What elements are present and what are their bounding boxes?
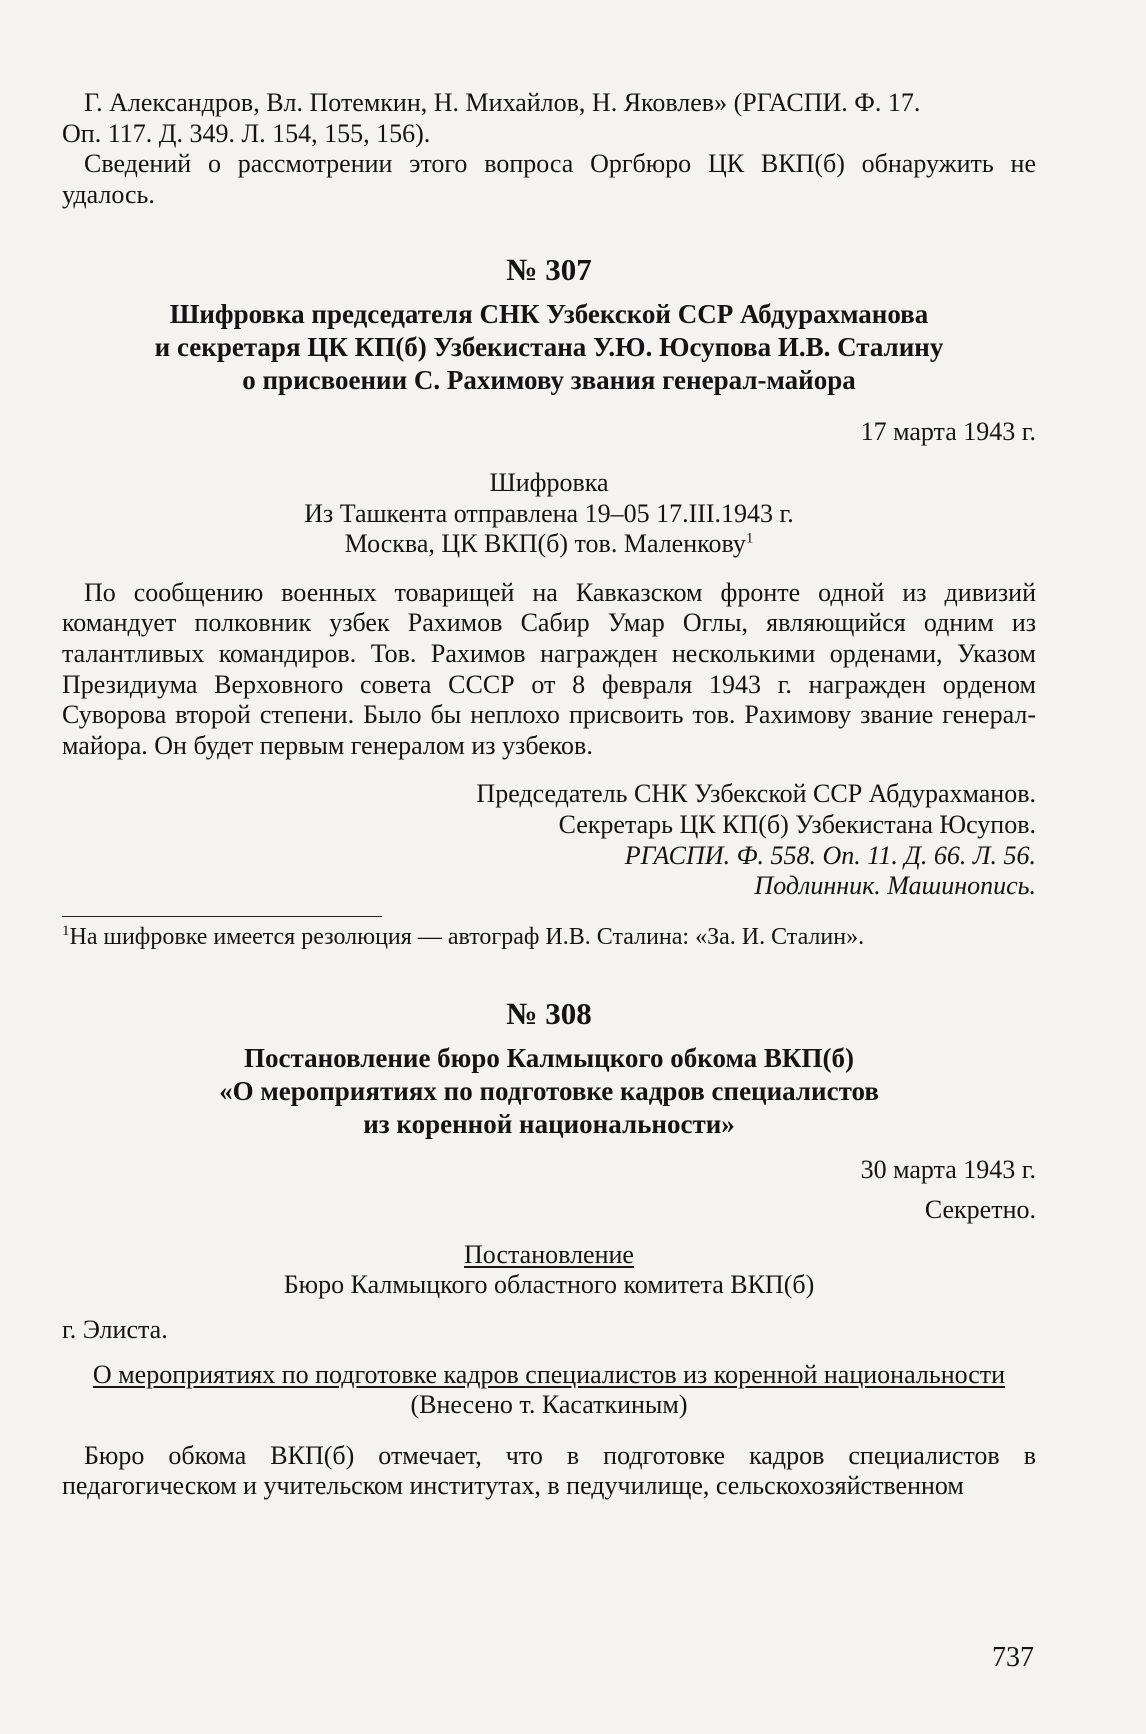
- doc307-original-note: Подлинник. Машинопись.: [754, 871, 1036, 901]
- doc307-title-line-2: и секретаря ЦК КП(б) Узбекистана У.Ю. Юсупова И.В. Сталину: [154, 332, 944, 363]
- doc308-introduced-by: (Внесено т. Касаткиным): [410, 1390, 688, 1420]
- doc308-title-line-3: из коренной национальности»: [363, 1108, 735, 1139]
- doc307-title-line-3: о присвоении С. Рахимову звания генерал-майора: [242, 365, 856, 396]
- doc308-subject-text: О мероприятиях по подготовке кадров специалистов из коренной национальности: [92, 1359, 1006, 1389]
- doc308-body: Бюро обкома ВКП(б) отмечает, что в подготовке кадров специалистов в педагогическом и учительском институтах, в педучилище, сельскохозяйственном: [62, 1440, 1036, 1501]
- doc308-subject: [62, 1360, 1036, 1391]
- doc307-signature-2: Секретарь ЦК КП(б) Узбекистана Юсупов.: [558, 809, 1036, 839]
- footnote-divider: [62, 916, 382, 917]
- doc307-number: № 307: [506, 252, 592, 288]
- page-content: [62, 88, 1036, 1502]
- doc307-body: По сообщению военных товарищей на Кавказском фронте одной из дивизий командует полковник узбек Рахимов Сабир Умар Оглы, являющийся одним из талантливых командиров. Тов. Рахимов награжден несколькими орденами, Указом Президиума Верховного совета СССР от 8 февраля 1943 г. награжден орденом Суворова второй степени. Было бы неплохо присвоить тов. Рахимову звание генерал-майора. Он будет первым генералом из узбеков.: [62, 577, 1036, 760]
- doc307-addressee: [62, 529, 1036, 560]
- doc307-date: 17 марта 1943 г.: [860, 417, 1036, 447]
- doc307-archive-reference: РГАСПИ. Ф. 558. Оп. 11. Д. 66. Л. 56.: [624, 840, 1036, 870]
- footnote-ref-1: 1: [745, 530, 754, 547]
- intro-paragraph: Сведений о рассмотрении этого вопроса Оргбюро ЦК ВКП(б) обнаружить не удалось.: [62, 149, 1036, 209]
- doc307-sent-from: Из Ташкента отправлена 19–05 17.III.1943 г.: [304, 498, 794, 528]
- doc308-city: г. Элиста.: [62, 1315, 168, 1345]
- doc307-title-line-1: Шифровка председателя СНК Узбекской ССР Абдурахманова: [169, 299, 929, 330]
- doc308-bureau: Бюро Калмыцкого областного комитета ВКП(б): [283, 1270, 815, 1300]
- doc308-date: 30 марта 1943 г.: [860, 1154, 1036, 1184]
- doc308-heading: [62, 1240, 1036, 1271]
- intro-line-1: Г. Александров, Вл. Потемкин, Н. Михайлов, Н. Яковлев» (РГАСПИ. Ф. 17.: [84, 88, 921, 117]
- doc308-title-line-2: «О мероприятиях по подготовке кадров специалистов: [219, 1075, 879, 1106]
- footnote-1: [62, 923, 1036, 952]
- footnote-text: На шифровке имеется резолюция — автограф И.В. Сталина: «За. И. Сталин».: [69, 923, 865, 950]
- intro-line-2: Оп. 117. Д. 349. Л. 154, 155, 156).: [62, 118, 431, 148]
- doc307-signature-1: Председатель СНК Узбекской ССР Абдурахманов.: [476, 779, 1036, 809]
- doc308-heading-text: Постановление: [464, 1239, 634, 1269]
- doc308-number: № 308: [506, 995, 592, 1031]
- page-number: 737: [992, 1642, 1034, 1673]
- doc307-type: Шифровка: [489, 467, 609, 497]
- footnote-mark: 1: [62, 922, 70, 939]
- doc308-title-line-1: Постановление бюро Калмыцкого обкома ВКП(б): [244, 1042, 854, 1073]
- doc308-secret-mark: Секретно.: [924, 1195, 1036, 1225]
- doc307-addressee-text: Москва, ЦК ВКП(б) тов. Маленкову: [344, 529, 746, 559]
